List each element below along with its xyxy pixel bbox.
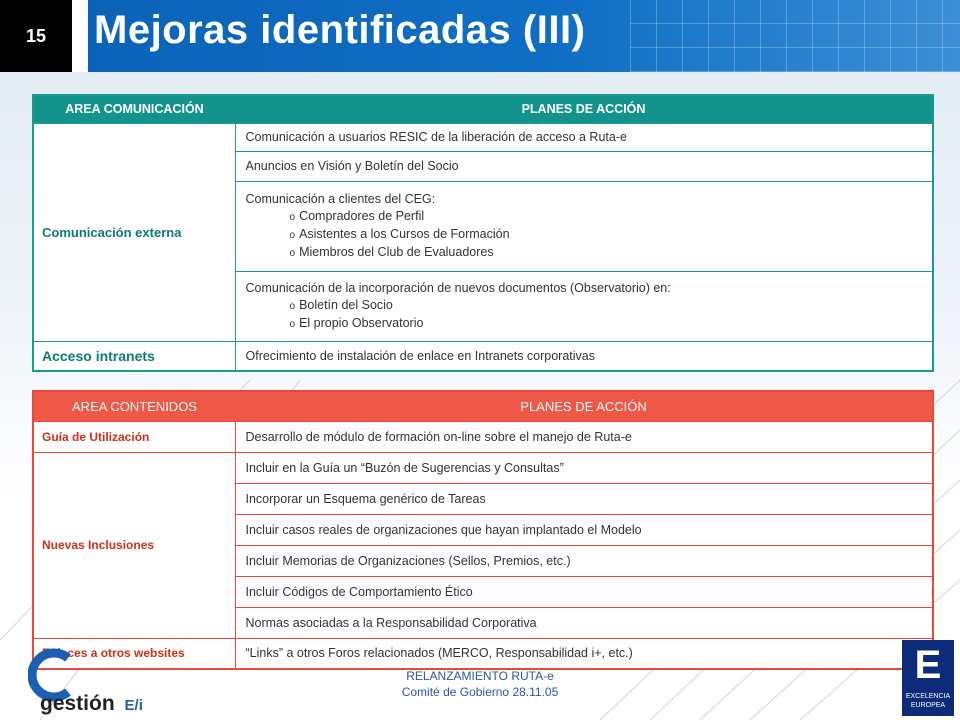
plan-cell: Comunicación a usuarios RESIC de la liberación de acceso a Ruta-e <box>235 123 933 151</box>
plan-cell: Incorporar un Esquema genérico de Tareas <box>235 483 933 514</box>
table-row <box>33 341 933 371</box>
list-item-text: Miembros del Club de Evaluadores <box>299 244 494 259</box>
list-item <box>290 208 923 226</box>
plan-cell <box>235 271 933 341</box>
list-item <box>290 315 923 333</box>
comunicacion-table <box>32 94 934 372</box>
gestion-logo <box>28 648 168 714</box>
plan-cell: Incluir casos reales de organizaciones que hayan implantado el Modelo <box>235 514 933 545</box>
europea-text: EUROPEA <box>910 702 946 709</box>
bullet-icon: o <box>289 300 296 312</box>
list-item-text: El propio Observatorio <box>299 315 424 330</box>
table-row <box>33 421 933 452</box>
plan-cell: Incluir Códigos de Comportamiento Ético <box>235 576 933 607</box>
header-plans: PLANES DE ACCIÓN <box>235 391 933 421</box>
excelencia-logo <box>902 640 954 716</box>
category-enlaces: Enlaces a otros websites <box>33 638 235 669</box>
table-row <box>33 452 933 483</box>
header <box>0 0 960 72</box>
list-item-text: Compradores de Perfil <box>299 208 425 223</box>
list-item-text: Asistentes a los Cursos de Formación <box>299 226 510 241</box>
bullet-icon: o <box>289 247 296 259</box>
plan-title: Comunicación de la incorporación de nuevos documentos (Observatorio) en: <box>245 280 671 295</box>
bullet-icon: o <box>289 318 296 330</box>
table-row <box>33 638 933 669</box>
gestion-suffix: E/i <box>124 697 143 714</box>
excelencia-text: EXCELENCIA <box>905 693 951 700</box>
bullet-icon: o <box>289 229 296 241</box>
category-externa: Comunicación externa <box>33 123 235 341</box>
table-row <box>33 123 933 151</box>
slide-title: Mejoras identificadas (III) <box>94 8 586 52</box>
plan-cell: Ofrecimiento de instalación de enlace en Intranets corporativas <box>235 341 933 371</box>
bullet-icon: o <box>289 211 296 223</box>
gestion-text: gestión <box>40 692 115 715</box>
plan-cell: Incluir en la Guía un “Buzón de Sugerencias y Consultas” <box>235 452 933 483</box>
plan-cell: “Links” a otros Foros relacionados (MERCO, Responsabilidad i+, etc.) <box>235 638 933 669</box>
contenidos-table <box>32 390 934 670</box>
slide-number: 15 <box>0 0 72 72</box>
list-item <box>290 297 923 315</box>
sub-list <box>290 208 923 262</box>
table-header-row <box>33 391 933 421</box>
category-guia: Guía de Utilización <box>33 421 235 452</box>
excelencia-letter: E <box>914 642 942 687</box>
list-item <box>290 244 923 262</box>
category-nuevas: Nuevas Inclusiones <box>33 452 235 638</box>
plan-title: Comunicación a clientes del CEG: <box>245 191 436 206</box>
plan-cell <box>235 181 933 271</box>
list-item <box>290 226 923 244</box>
plan-cell: Anuncios en Visión y Boletín del Socio <box>235 151 933 181</box>
header-plans: PLANES DE ACCIÓN <box>235 95 933 123</box>
footer-line1: RELANZAMIENTO RUTA-e <box>406 669 554 683</box>
table-header-row <box>33 95 933 123</box>
sub-list <box>290 297 923 333</box>
category-intranets: Acceso intranets <box>33 341 235 371</box>
header-grid-decoration <box>630 0 960 72</box>
plan-cell: Incluir Memorias de Organizaciones (Sellos, Premios, etc.) <box>235 545 933 576</box>
footer <box>300 668 660 700</box>
footer-line2: Comité de Gobierno 28.11.05 <box>401 685 559 699</box>
plan-cell: Normas asociadas a la Responsabilidad Corporativa <box>235 607 933 638</box>
header-area: AREA COMUNICACIÓN <box>33 95 235 123</box>
plan-cell: Desarrollo de módulo de formación on-line sobre el manejo de Ruta-e <box>235 421 933 452</box>
header-area: AREA CONTENIDOS <box>33 391 235 421</box>
list-item-text: Boletín del Socio <box>299 297 393 312</box>
